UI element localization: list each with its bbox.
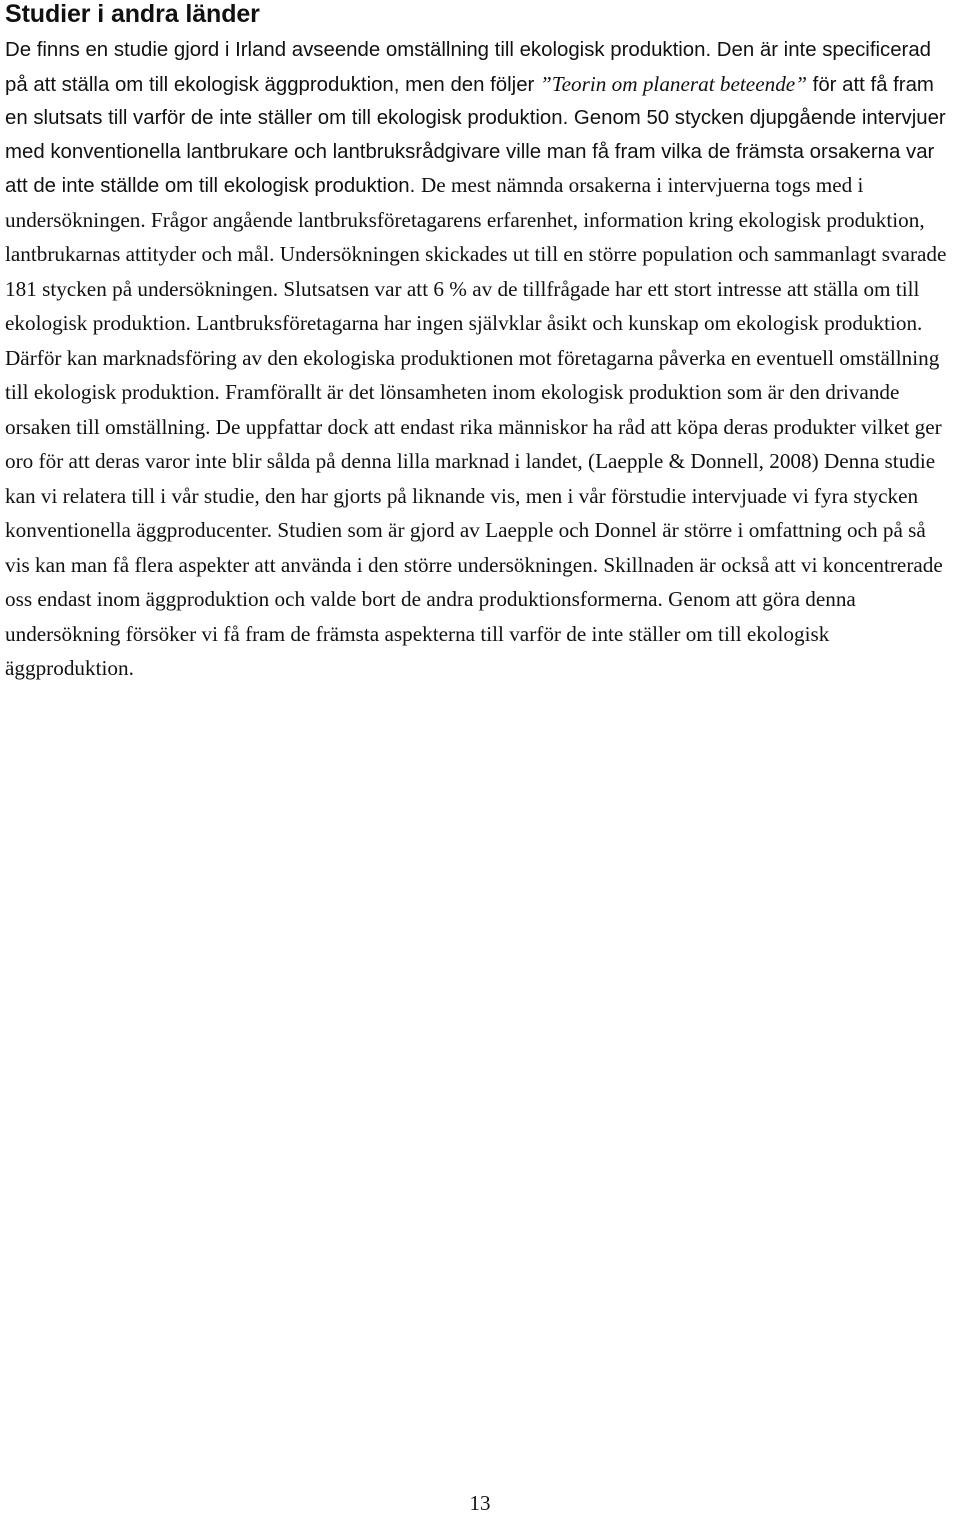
- paragraph-segment-method: för att få fram en slutsats till varför de inte ställer om till ekologisk produktion. Genom 50 stycken djupgående intervjuer med konventionella lantbrukare och lantbruksrådgivare ville man få fram vilka de främsta orsakerna var att de inte ställde om till ekologisk produktion.: [5, 73, 946, 197]
- theory-title: ”Teorin om planerat beteende”: [540, 71, 807, 96]
- paragraph-segment-results: De mest nämnda orsakerna i intervjuerna togs med i undersökningen. Frågor angående lantbruksföretagarens erfarenhet, information kring ekologisk produktion, lantbrukarnas attityder och mål. Undersökningen skickades ut till en större population och sammanlagt svarade 181 stycken på undersökningen. Slutsatsen var att 6 % av de tillfrågade har ett stort intresse att ställa om till ekologisk produktion. Lantbruksföretagarna har ingen självklar åsikt och kunskap om ekologisk produktion. Därför kan marknadsföring av den ekologiska produktionen mot företagarna påverka en eventuell omställning till ekologisk produktion. Framförallt är det lönsamheten inom ekologisk produktion som är den drivande orsaken till omställning. De uppfattar dock att endast rika människor ha råd att köpa deras produkter vilket ger oro för att deras varor inte blir sålda på denna lilla marknad i landet, (Laepple & Donnell, 2008) Denna studie kan vi relatera till i vår studie, den har gjorts på liknande vis, men i vår förstudie intervjuade vi fyra stycken konventionella äggproducenter. Studien som är gjord av Laepple och Donnel är större i omfattning och på så vis kan man få flera aspekter att använda i den större undersökningen. Skillnaden är också att vi koncentrerade oss endast inom äggproduktion och valde bort de andra produktionsformerna. Genom att göra denna undersökning försöker vi få fram de främsta aspekterna till varför de inte ställer om till ekologisk äggproduktion.: [5, 173, 947, 680]
- document-page: [5, 0, 950, 687]
- paragraph-segment-intro: De finns en studie gjord i Irland avseende omställning till ekologisk produktion. Den är inte specificerad på att ställa om till ekologisk äggproduktion, men den följer: [5, 39, 932, 96]
- page-number: 13: [469, 1491, 491, 1515]
- body-paragraph: [5, 34, 950, 687]
- section-heading: Studier i andra länder: [5, 0, 260, 28]
